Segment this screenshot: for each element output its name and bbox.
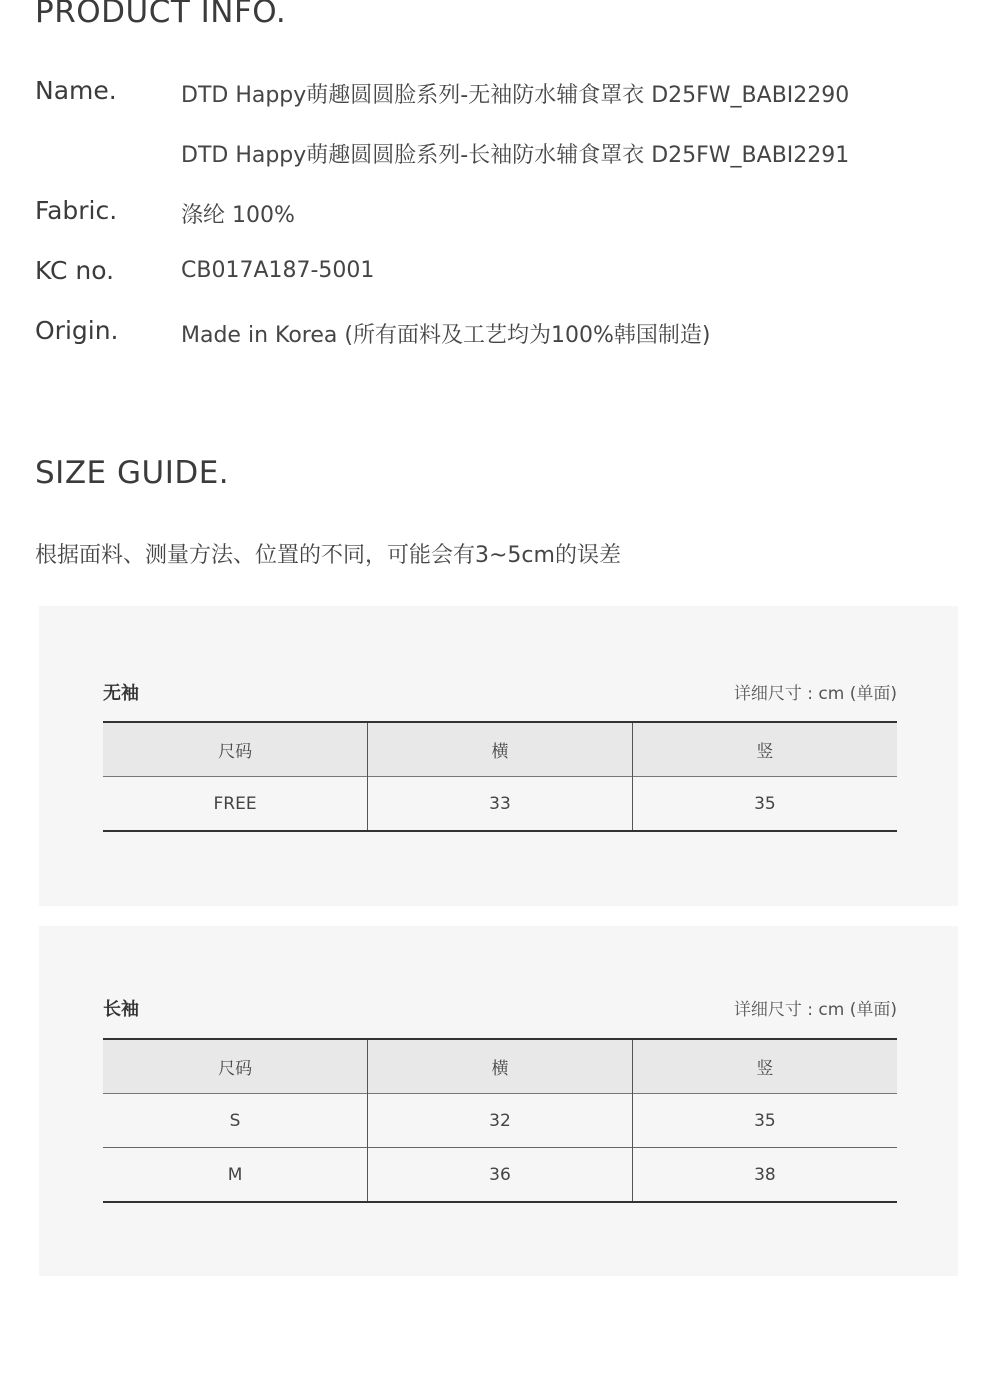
table-header-row [103, 1039, 897, 1094]
table-cell: 32 [368, 1094, 633, 1148]
table-cell: 35 [632, 777, 897, 832]
table-row [103, 1094, 897, 1148]
table-header-row [103, 722, 897, 777]
size-table-unit: 详细尺寸 : cm (单面) [733, 1000, 897, 1020]
info-value: Made in Korea (所有面料及工艺均为100%韩国制造) [181, 323, 711, 348]
table-cell: 38 [632, 1148, 897, 1203]
size-table-unit: 详细尺寸 : cm (单面) [733, 684, 897, 704]
header-cell-size: 尺码 [103, 722, 368, 777]
info-value: CB017A187-5001 [181, 258, 375, 283]
product-info-title: PRODUCT INFO. [35, 0, 287, 30]
table-cell: 36 [368, 1148, 633, 1203]
info-label: Name. [35, 76, 117, 105]
table-cell: 35 [632, 1094, 897, 1148]
header-cell-width: 横 [368, 722, 633, 777]
size-table-panel-sleeveless [39, 606, 958, 906]
size-table-title: 无袖 [103, 683, 139, 704]
header-cell-width: 横 [368, 1039, 633, 1094]
info-value: 涤纶 100% [181, 203, 295, 228]
header-cell-length: 竖 [632, 722, 897, 777]
table-cell: S [103, 1094, 368, 1148]
size-table-title: 长袖 [103, 999, 139, 1020]
table-cell: M [103, 1148, 368, 1203]
size-guide-note: 根据面料、测量方法、位置的不同，可能会有3~5cm的误差 [35, 543, 621, 568]
size-guide-title: SIZE GUIDE. [35, 455, 230, 491]
header-cell-length: 竖 [632, 1039, 897, 1094]
info-label: Origin. [35, 316, 119, 345]
info-value: DTD Happy萌趣圆圆脸系列-无袖防水辅食罩衣 D25FW_BABI2290 [181, 83, 850, 108]
size-table [103, 1038, 897, 1203]
table-cell: 33 [368, 777, 633, 832]
size-table [103, 721, 897, 832]
info-value: DTD Happy萌趣圆圆脸系列-长袖防水辅食罩衣 D25FW_BABI2291 [181, 143, 850, 168]
table-row [103, 1148, 897, 1203]
info-label: Fabric. [35, 196, 118, 225]
header-cell-size: 尺码 [103, 1039, 368, 1094]
info-label: KC no. [35, 256, 115, 285]
table-cell: FREE [103, 777, 368, 832]
table-row [103, 777, 897, 832]
size-table-panel-long-sleeve [39, 926, 958, 1276]
